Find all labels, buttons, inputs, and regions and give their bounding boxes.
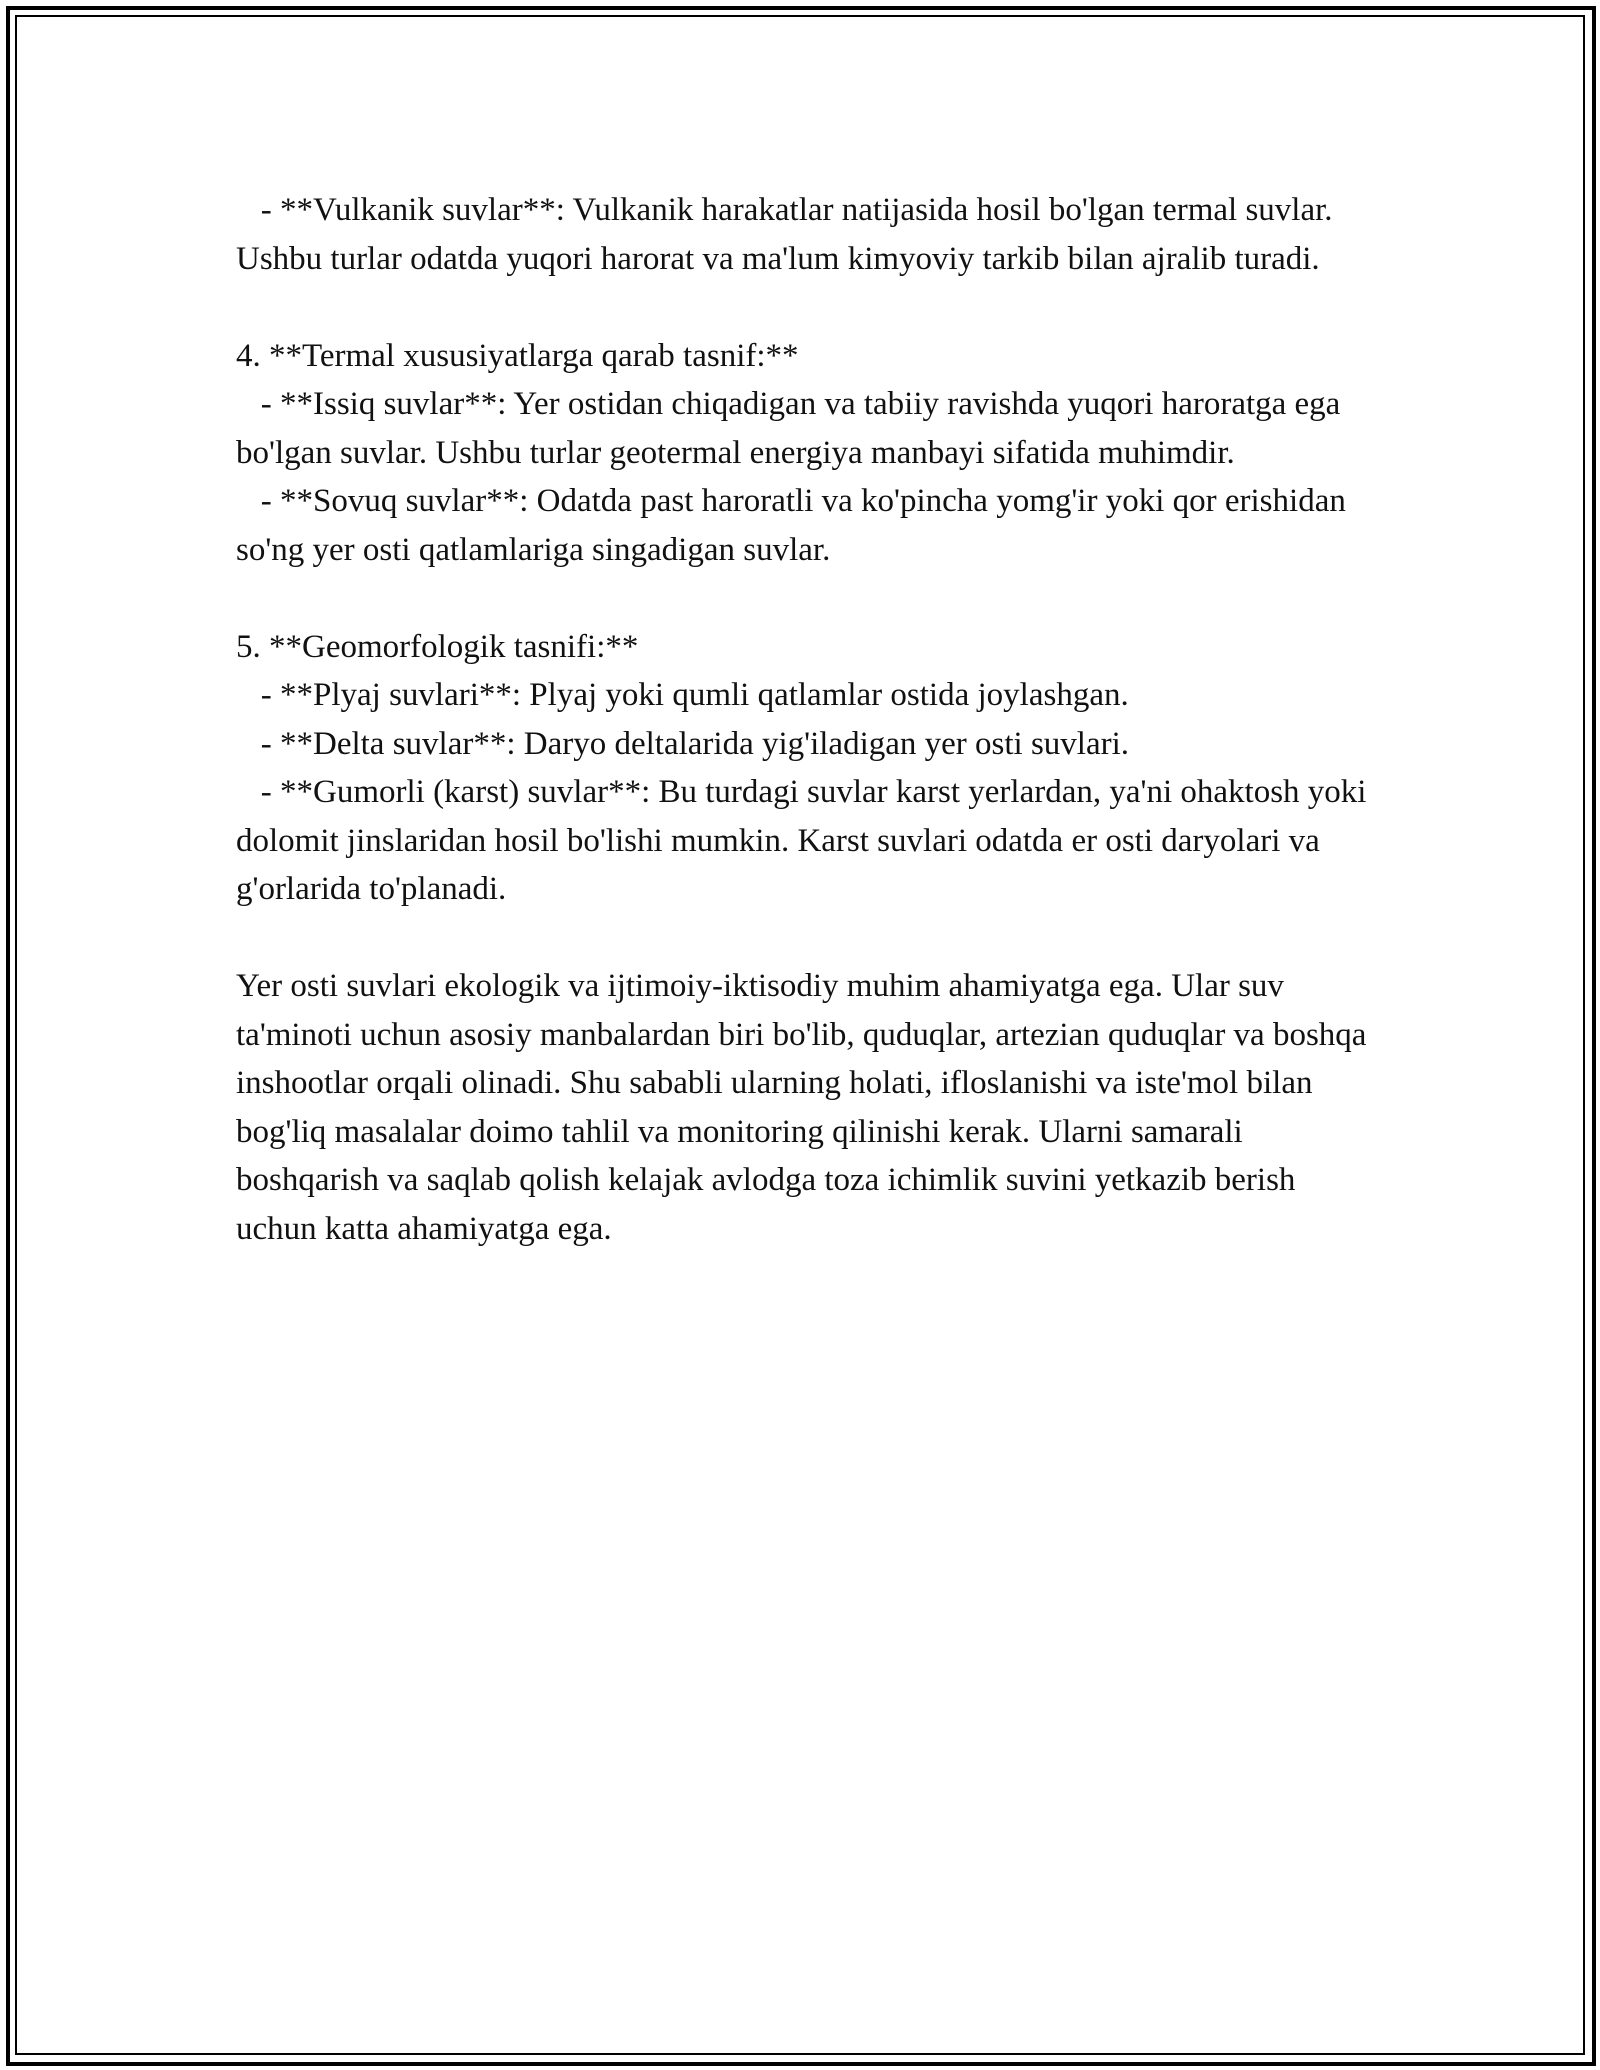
heading-geomorfologik-tasnif: 5. **Geomorfologik tasnifi:** (236, 628, 639, 665)
paragraph-gumorli-suvlar: - **Gumorli (karst) suvlar**: Bu turdagi suvlar karst yerlardan, ya'ni ohaktosh yoki dolomit jinslaridan hosil bo'lishi mumkin. Karst suvlari odatda er osti daryolari va g'orlarida to'planadi. (236, 774, 1375, 907)
paragraph-conclusion: Yer osti suvlari ekologik va ijtimoiy-iktisodiy muhim ahamiyatga ega. Ular suv ta'minoti uchun asosiy manbalardan biri bo'lib, quduqlar, artezian quduqlar va boshqa inshootlar orqali olinadi. Shu sababli ularning holati, ifloslanishi va iste'mol bilan bog'liq masalalar doimo tahlil va monitoring qilinishi kerak. Ularni samarali boshqarish va saqlab qolish kelajak avlodga toza ichimlik suvini yetkazib berish uchun katta ahamiyatga ega. (236, 968, 1375, 1247)
paragraph-gap (236, 914, 1376, 963)
paragraph-issiq-suvlar: - **Issiq suvlar**: Yer ostidan chiqadigan va tabiiy ravishda yuqori haroratga ega bo'lgan suvlar. Ushbu turlar geotermal energiya manbayi sifatida muhimdir. (236, 386, 1349, 471)
document-body (236, 186, 1376, 1253)
paragraph-plyaj-suvlari: - **Plyaj suvlari**: Plyaj yoki qumli qatlamlar ostida joylashgan. (236, 677, 1129, 713)
paragraph-sovuq-suvlar: - **Sovuq suvlar**: Odatda past haroratli va ko'pincha yomg'ir yoki qor erishidan so'ng yer osti qatlamlariga singadigan suvlar. (236, 483, 1355, 568)
paragraph-delta-suvlar: - **Delta suvlar**: Daryo deltalarida yig'iladigan yer osti suvlari. (236, 725, 1130, 762)
paragraph-gap (236, 283, 1376, 332)
heading-termal-tasnif: 4. **Termal xususiyatlarga qarab tasnif:** (236, 337, 799, 374)
paragraph-vulkanik-suvlar: - **Vulkanik suvlar**: Vulkanik harakatlar natijasida hosil bo'lgan termal suvlar. Ushbu turlar odatda yuqori harorat va ma'lum kimyoviy tarkib bilan ajralib turadi. (236, 192, 1341, 277)
paragraph-gap (236, 574, 1376, 623)
